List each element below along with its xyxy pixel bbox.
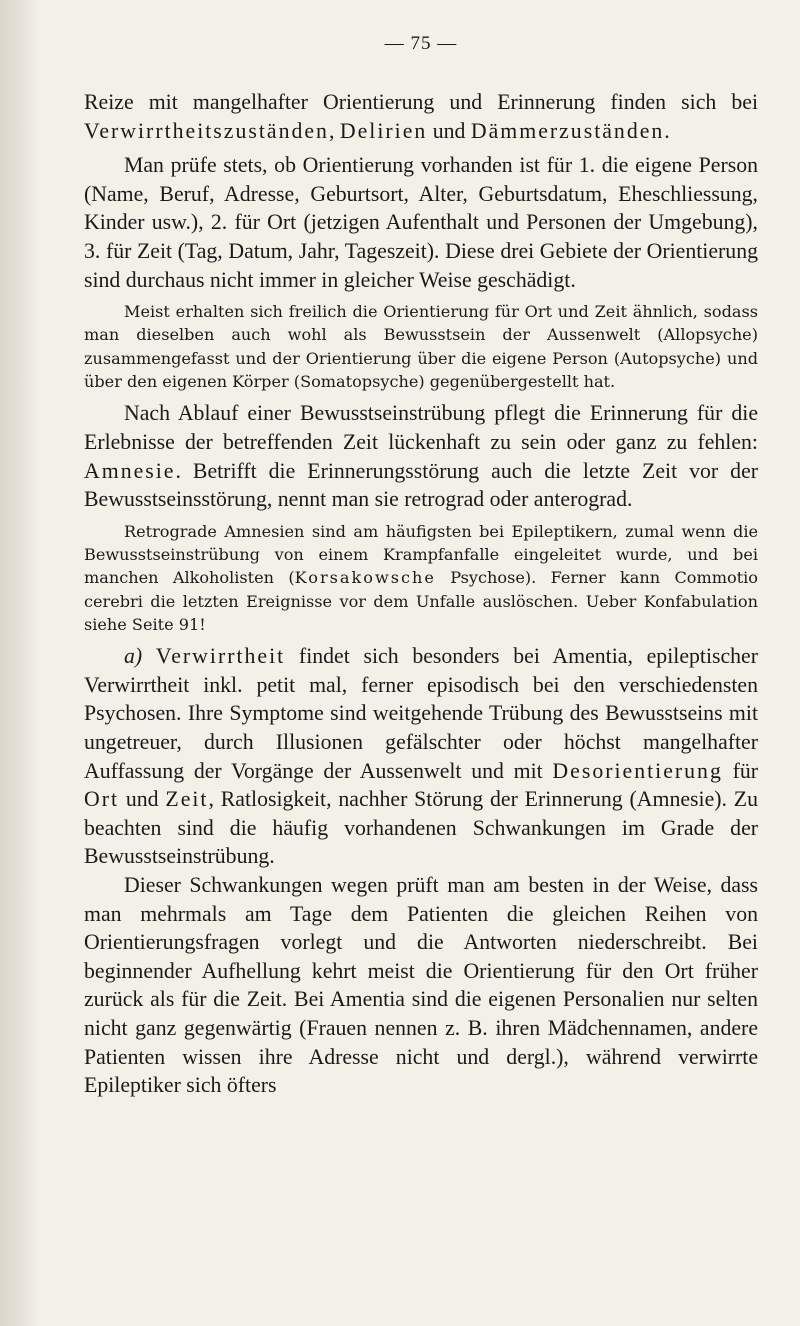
term-zeit: Zeit bbox=[165, 787, 209, 812]
book-page bbox=[84, 30, 758, 1100]
term-desorientierung: Desorientierung bbox=[552, 758, 723, 783]
paragraph-verwirrtheit bbox=[84, 642, 758, 871]
section-marker-a: a) bbox=[124, 644, 156, 669]
term-korsakowsche: Korsakowsche bbox=[294, 568, 436, 588]
paragraph-retrograde-note bbox=[84, 520, 758, 636]
paragraph-intro-text: Reize mit mangelhafter Orientierung und Erinnerung finden sich bei bbox=[84, 90, 758, 114]
term-verwirrtheitszustaenden: Verwirrtheitszuständen bbox=[84, 118, 329, 143]
term-amnesie: Amnesie bbox=[84, 458, 176, 483]
paragraph-verwirrtheit-rest: , Ratlosigkeit, nachher Störung der Erinnerung (Amnesie). Zu beachten sind die häufig vorhandenen Schwankungen im Grade der Bewusstseinstrübung. bbox=[84, 787, 758, 869]
page-number: — 75 — bbox=[384, 33, 458, 54]
term-delirien: Delirien bbox=[339, 118, 428, 143]
paragraph-schwankungen: Dieser Schwankungen wegen prüft man am besten in der Weise, dass man mehrmals am Tage dem Patienten die gleichen Reihen von Orientierungsfragen vorlegt und die Antworten niederschreibt. Bei beginnender Aufhellung kehrt meist die Orientierung für den Ort früher zurück als für die Zeit. Bei Amentia sind die eigenen Personalien nur selten nicht ganz gegenwärtig (Frauen nennen z. B. ihren Mädchennamen, andere Patienten wissen ihre Adresse nicht und dergl.), während verwirrte Epileptiker sich öfters bbox=[84, 872, 758, 1098]
paragraph-verwirrtheit-und: und bbox=[119, 787, 166, 812]
term-ort: Ort bbox=[84, 787, 120, 812]
paragraph-intro bbox=[84, 88, 758, 145]
paragraph-orientation-check: Man prüfe stets, ob Orientierung vorhanden ist für 1. die eigene Person (Name, Beruf, Adresse, Geburtsort, Alter, Geburtsdatum, Eheschliessung, Kinder usw.), 2. für Ort (jetzigen Aufenthalt und Personen der Umgebung), 3. für Zeit (Tag, Datum, Jahr, Tageszeit). Diese drei Gebiete der Orientierung sind durchaus nicht immer in gleicher Weise geschädigt. bbox=[84, 153, 758, 292]
paragraph-intro-sep: , bbox=[328, 118, 340, 143]
paragraph-intro-end: . bbox=[664, 118, 670, 143]
paragraph-intro-and: und bbox=[427, 118, 471, 143]
term-daemmerzustaenden: Dämmerzuständen bbox=[470, 118, 665, 143]
paragraph-verwirrtheit-fuer: für bbox=[722, 758, 758, 783]
paragraph-retrograde-rest: Psychose). Ferner kann Commotio cerebri die letzten Ereignisse vor dem Unfalle auslöschen. Ueber Konfabulation siehe Seite 91! bbox=[84, 568, 758, 634]
paragraph-amnesia bbox=[84, 399, 758, 513]
page-gutter-shadow bbox=[0, 0, 38, 1326]
paragraph-amnesia-rest: . Betrifft die Erinnerungsstörung auch die letzte Zeit vor der Bewusstseinsstörung, nennt man sie retrograd oder anterograd. bbox=[84, 458, 758, 512]
paragraph-amnesia-text: Nach Ablauf einer Bewusstseinstrübung pflegt die Erinnerung für die Erlebnisse der betreffenden Zeit lückenhaft zu sein oder ganz zu fehlen: bbox=[84, 401, 758, 454]
paragraph-allopsyche-note: Meist erhalten sich freilich die Orientierung für Ort und Zeit ähnlich, sodass man dieselben auch wohl als Bewusstsein der Aussenwelt (Allopsyche) zusammengefasst und der Orientierung über die eigene Person (Autopsyche) und über den eigenen Körper (Somatopsyche) gegenübergestellt hat. bbox=[84, 302, 758, 392]
paragraph-verwirrtheit-text: findet sich besonders bei Amentia, epileptischer Verwirrtheit inkl. petit mal, ferner episodisch bei den verschiedensten Psychosen. Ihre Symptome sind weitgehende Trübung des Bewusstseins mit ungetreuer, durch Illusionen gefälschter oder höchst mangelhafter Auffassung der Vorgänge der Aussenwelt und mit bbox=[84, 644, 758, 783]
paragraph-retrograde-text: Retrograde Amnesien sind am häufigsten bei Epileptikern, zumal wenn die Bewusstseinstrübung von einem Krampfanfalle eingeleitet wurde, und bei manchen Alkoholisten ( bbox=[84, 521, 758, 588]
term-verwirrtheit: Verwirrtheit bbox=[155, 644, 286, 669]
